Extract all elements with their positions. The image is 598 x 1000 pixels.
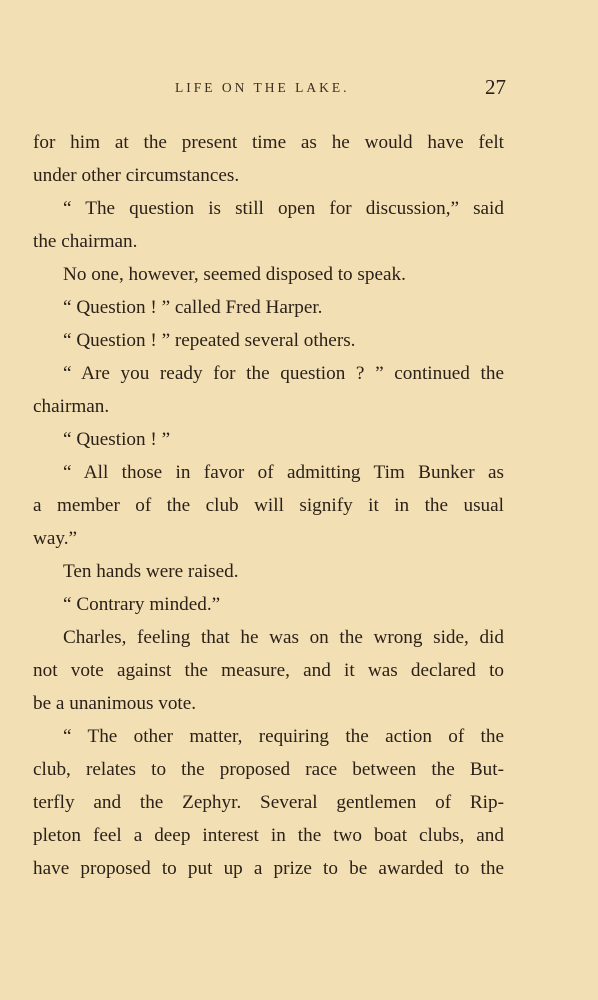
- text-line: “ Are you ready for the question ? ” continued the: [63, 363, 504, 384]
- text-line: not vote against the measure, and it was declared to: [33, 660, 504, 681]
- text-line: for him at the present time as he would have felt: [33, 132, 504, 153]
- text-line: “ Question ! ”: [63, 429, 171, 450]
- text-line: under other circumstances.: [33, 165, 240, 186]
- text-line: “ Question ! ” repeated several others.: [63, 330, 356, 351]
- running-title: LIFE ON THE LAKE.: [175, 80, 350, 95]
- text-line: a member of the club will signify it in the usual: [33, 495, 504, 516]
- text-line: club, relates to the proposed race between the But-: [33, 759, 504, 780]
- text-line: have proposed to put up a prize to be awarded to the: [33, 858, 504, 879]
- text-line: terfly and the Zephyr. Several gentlemen of Rip-: [33, 792, 504, 813]
- text-line: pleton feel a deep interest in the two boat clubs, and: [33, 825, 504, 846]
- text-line: the chairman.: [33, 231, 138, 252]
- text-line: “ Question ! ” called Fred Harper.: [63, 297, 323, 318]
- text-line: Ten hands were raised.: [63, 561, 239, 582]
- text-line: Charles, feeling that he was on the wrong side, did: [63, 627, 504, 648]
- page-number: 27: [485, 75, 506, 99]
- text-line: No one, however, seemed disposed to speak.: [63, 264, 406, 285]
- text-line: “ The other matter, requiring the action of the: [63, 726, 504, 747]
- text-line: “ The question is still open for discussion,” said: [63, 198, 504, 219]
- text-line: way.”: [33, 528, 78, 549]
- text-line: “ Contrary minded.”: [63, 594, 221, 615]
- running-head: [0, 76, 598, 102]
- body-text: [33, 126, 504, 885]
- text-line: chairman.: [33, 396, 110, 417]
- text-line: be a unanimous vote.: [33, 693, 197, 714]
- text-line: “ All those in favor of admitting Tim Bunker as: [63, 462, 504, 483]
